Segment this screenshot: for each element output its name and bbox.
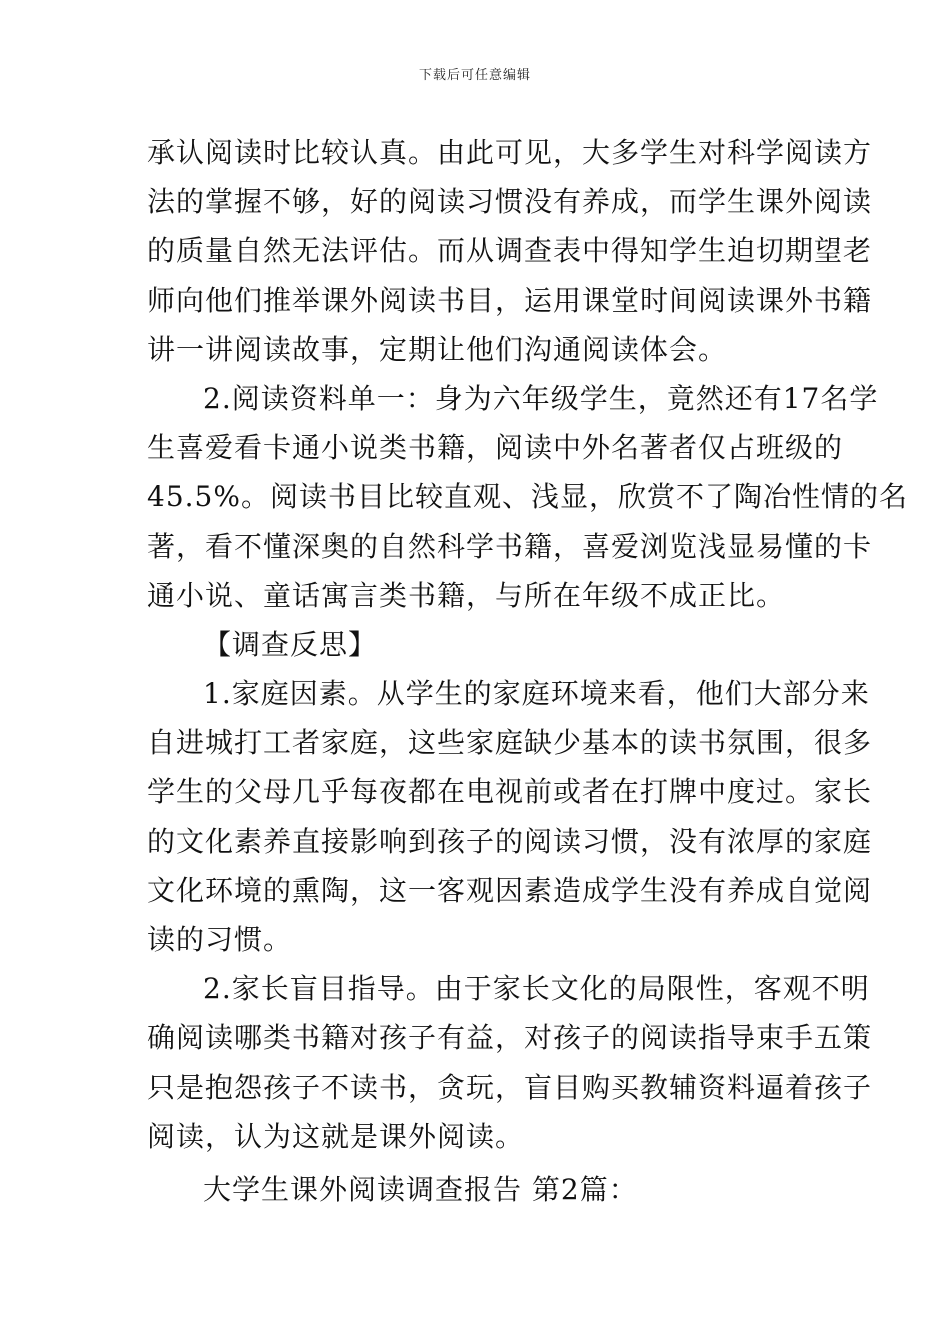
text-line: 生喜爱看卡通小说类书籍，阅读中外名著者仅占班级的 [147, 431, 844, 465]
text-line: 1.家庭因素。从学生的家庭环境来看，他们大部分来 [203, 677, 870, 711]
text-line: 读的习惯。 [147, 923, 293, 956]
text-line: 法的掌握不够，好的阅读习惯没有养成，而学生课外阅读 [147, 185, 873, 219]
text-line: 讲一讲阅读故事，定期让他们沟通阅读体会。 [147, 332, 728, 366]
text-line: 自进城打工者家庭，这些家庭缺少基本的读书氛围，很多 [147, 726, 873, 760]
text-line: 只是抱怨孩子不读书，贪玩，盲目购买教辅资料逼着孩子 [147, 1070, 873, 1104]
text-line: 学生的父母几乎每夜都在电视前或者在打牌中度过。家长 [147, 775, 873, 809]
text-line: 2.家长盲目指导。由于家长文化的局限性，客观不明 [203, 972, 870, 1006]
text-line: 确阅读哪类书籍对孩子有益，对孩子的阅读指导束手五策 [147, 1021, 873, 1055]
text-line: 文化环境的熏陶，这一客观因素造成学生没有养成自觉阅 [147, 873, 873, 907]
text-line: 阅读，认为这就是课外阅读。 [147, 1119, 525, 1153]
text-line: 师向他们推举课外阅读书目，运用课堂时间阅读课外书籍 [147, 283, 873, 317]
article-title: 大学生课外阅读调查报告 第2篇： [203, 1172, 638, 1206]
section-heading: 【调查反思】 [203, 627, 378, 661]
text-line: 45.5%。阅读书目比较直观、浅显，欣赏不了陶冶性情的名 [147, 480, 908, 514]
text-line: 2.阅读资料单一：身为六年级学生，竟然还有17名学 [203, 381, 879, 415]
text-line: 承认阅读时比较认真。由此可见，大多学生对科学阅读方 [147, 136, 873, 169]
text-line: 的质量自然无法评估。而从调查表中得知学生迫切期望老 [147, 234, 873, 268]
page-header: 下载后可任意编辑 [418, 68, 531, 83]
text-line: 的文化素养直接影响到孩子的阅读习惯，没有浓厚的家庭 [147, 824, 873, 858]
document-body [147, 128, 908, 1214]
text-line: 通小说、童话寓言类书籍，与所在年级不成正比。 [147, 578, 786, 612]
text-line: 著，看不懂深奥的自然科学书籍，喜爱浏览浅显易懂的卡 [147, 529, 873, 563]
